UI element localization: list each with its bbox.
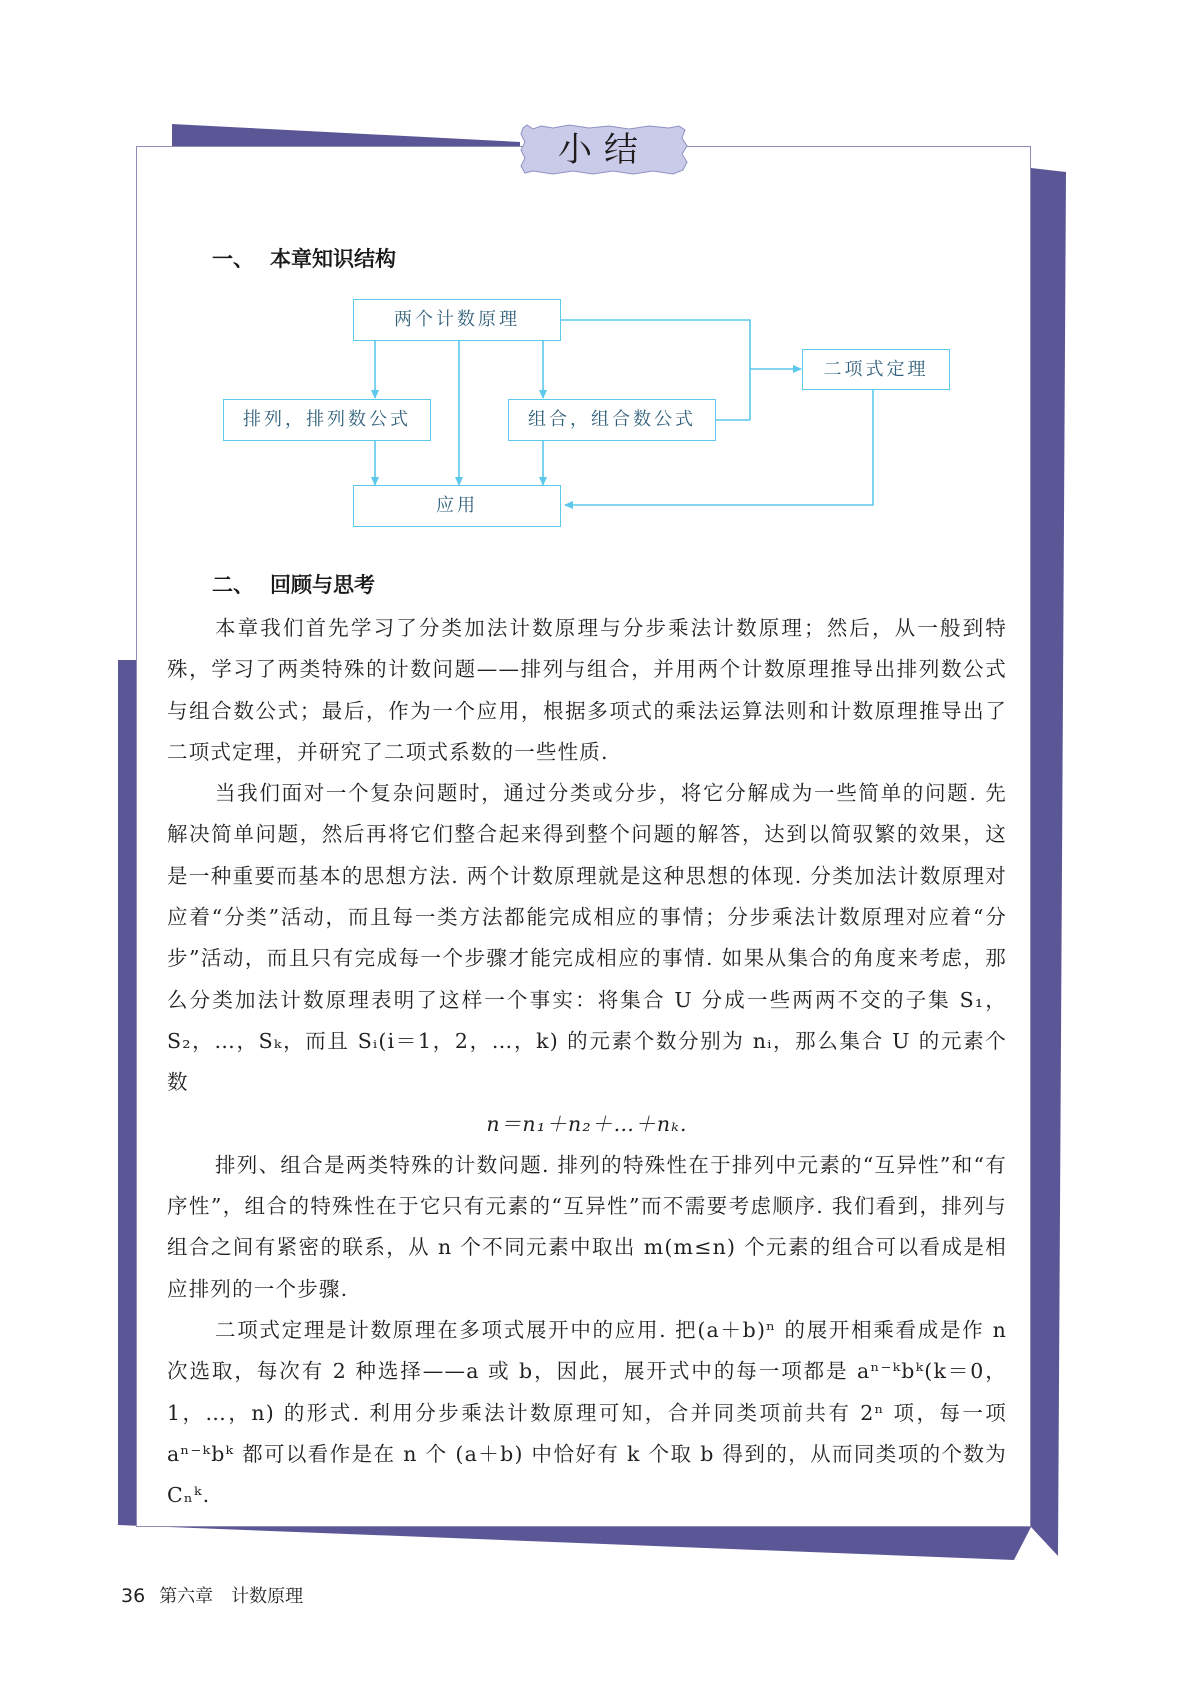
node-application: 应用	[353, 485, 561, 527]
paragraph: 当我们面对一个复杂问题时，通过分类或分步，将它分解成为一些简单的问题. 先解决简单问题，然后再将它们整合起来得到整个问题的解答，达到以简驭繁的效果，这是一种重要而基本的思想方法. 两个计数原理就是这种思想的体现. 分类加法计数原理对应着“分类”活动，而且每一类方法都能完成相应的事情；分步乘法计数原理对应着“分步”活动，而且只有完成每一个步骤才能完成相应的事情. 如果从集合的角度来考虑，那么分类加法计数原理表明了这样一个事实：将集合 U 分成一些两两不交的子集 S₁，S₂，…，Sₖ，而且 Sᵢ(i＝1，2，…，k) 的元素个数分别为 nᵢ，那么集合 U 的元素个数	[167, 781, 1007, 1095]
paragraph: 本章我们首先学习了分类加法计数原理与分步乘法计数原理；然后，从一般到特殊，学习了两类特殊的计数问题——排列与组合，并用两个计数原理推导出排列数公式与组合数公式；最后，作为一个应用，根据多项式的乘法运算法则和计数原理推导出了二项式定理，并研究了二项式系数的一些性质.	[167, 616, 1007, 764]
formula: n＝n₁＋n₂＋…＋nₖ.	[486, 1111, 688, 1136]
page-number: 36	[121, 1585, 146, 1607]
section-title: 回顾与思考	[270, 573, 375, 597]
review-text	[167, 608, 1007, 1517]
decor-band-left	[118, 660, 137, 1512]
knowledge-structure-diagram	[0, 0, 1191, 560]
paragraph: 二项式定理是计数原理在多项式展开中的应用. 把(a＋b)ⁿ 的展开相乘看成是作 n 次选取，每次有 2 种选择——a 或 b，因此，展开式中的每一项都是 aⁿ⁻ᵏbᵏ(k＝0，1，…，n) 的形式. 利用分步乘法计数原理可知，合并同类项前共有 2ⁿ 项，每一项 aⁿ⁻ᵏbᵏ 都可以看作是在 n 个 (a＋b) 中恰好有 k 个取 b 得到的，从而同类项的个数为 Cₙᵏ.	[167, 1318, 1007, 1508]
section-number: 二、	[212, 573, 254, 597]
section-heading-review	[212, 569, 375, 599]
arrow-top-to-binom	[561, 320, 801, 369]
chapter-label: 第六章 计数原理	[159, 1586, 304, 1607]
section-number: 一、	[212, 247, 254, 271]
paragraph: 排列、组合是两类特殊的计数问题. 排列的特殊性在于排列中元素的“互异性”和“有序性”，组合的特殊性在于它只有元素的“互异性”而不需要考虑顺序. 我们看到，排列与组合之间有紧密的联系，从 n 个不同元素中取出 m(m≤n) 个元素的组合可以看成是相应排列的一个步骤.	[167, 1152, 1007, 1301]
node-counting-principles: 两个计数原理	[353, 299, 561, 341]
section-title: 本章知识结构	[270, 247, 396, 271]
node-binomial-theorem: 二项式定理	[802, 349, 950, 390]
node-combination: 组合，组合数公式	[508, 399, 716, 441]
page-footer	[121, 1582, 303, 1608]
node-permutation: 排列，排列数公式	[223, 399, 431, 441]
page-title: 小结	[558, 130, 650, 170]
